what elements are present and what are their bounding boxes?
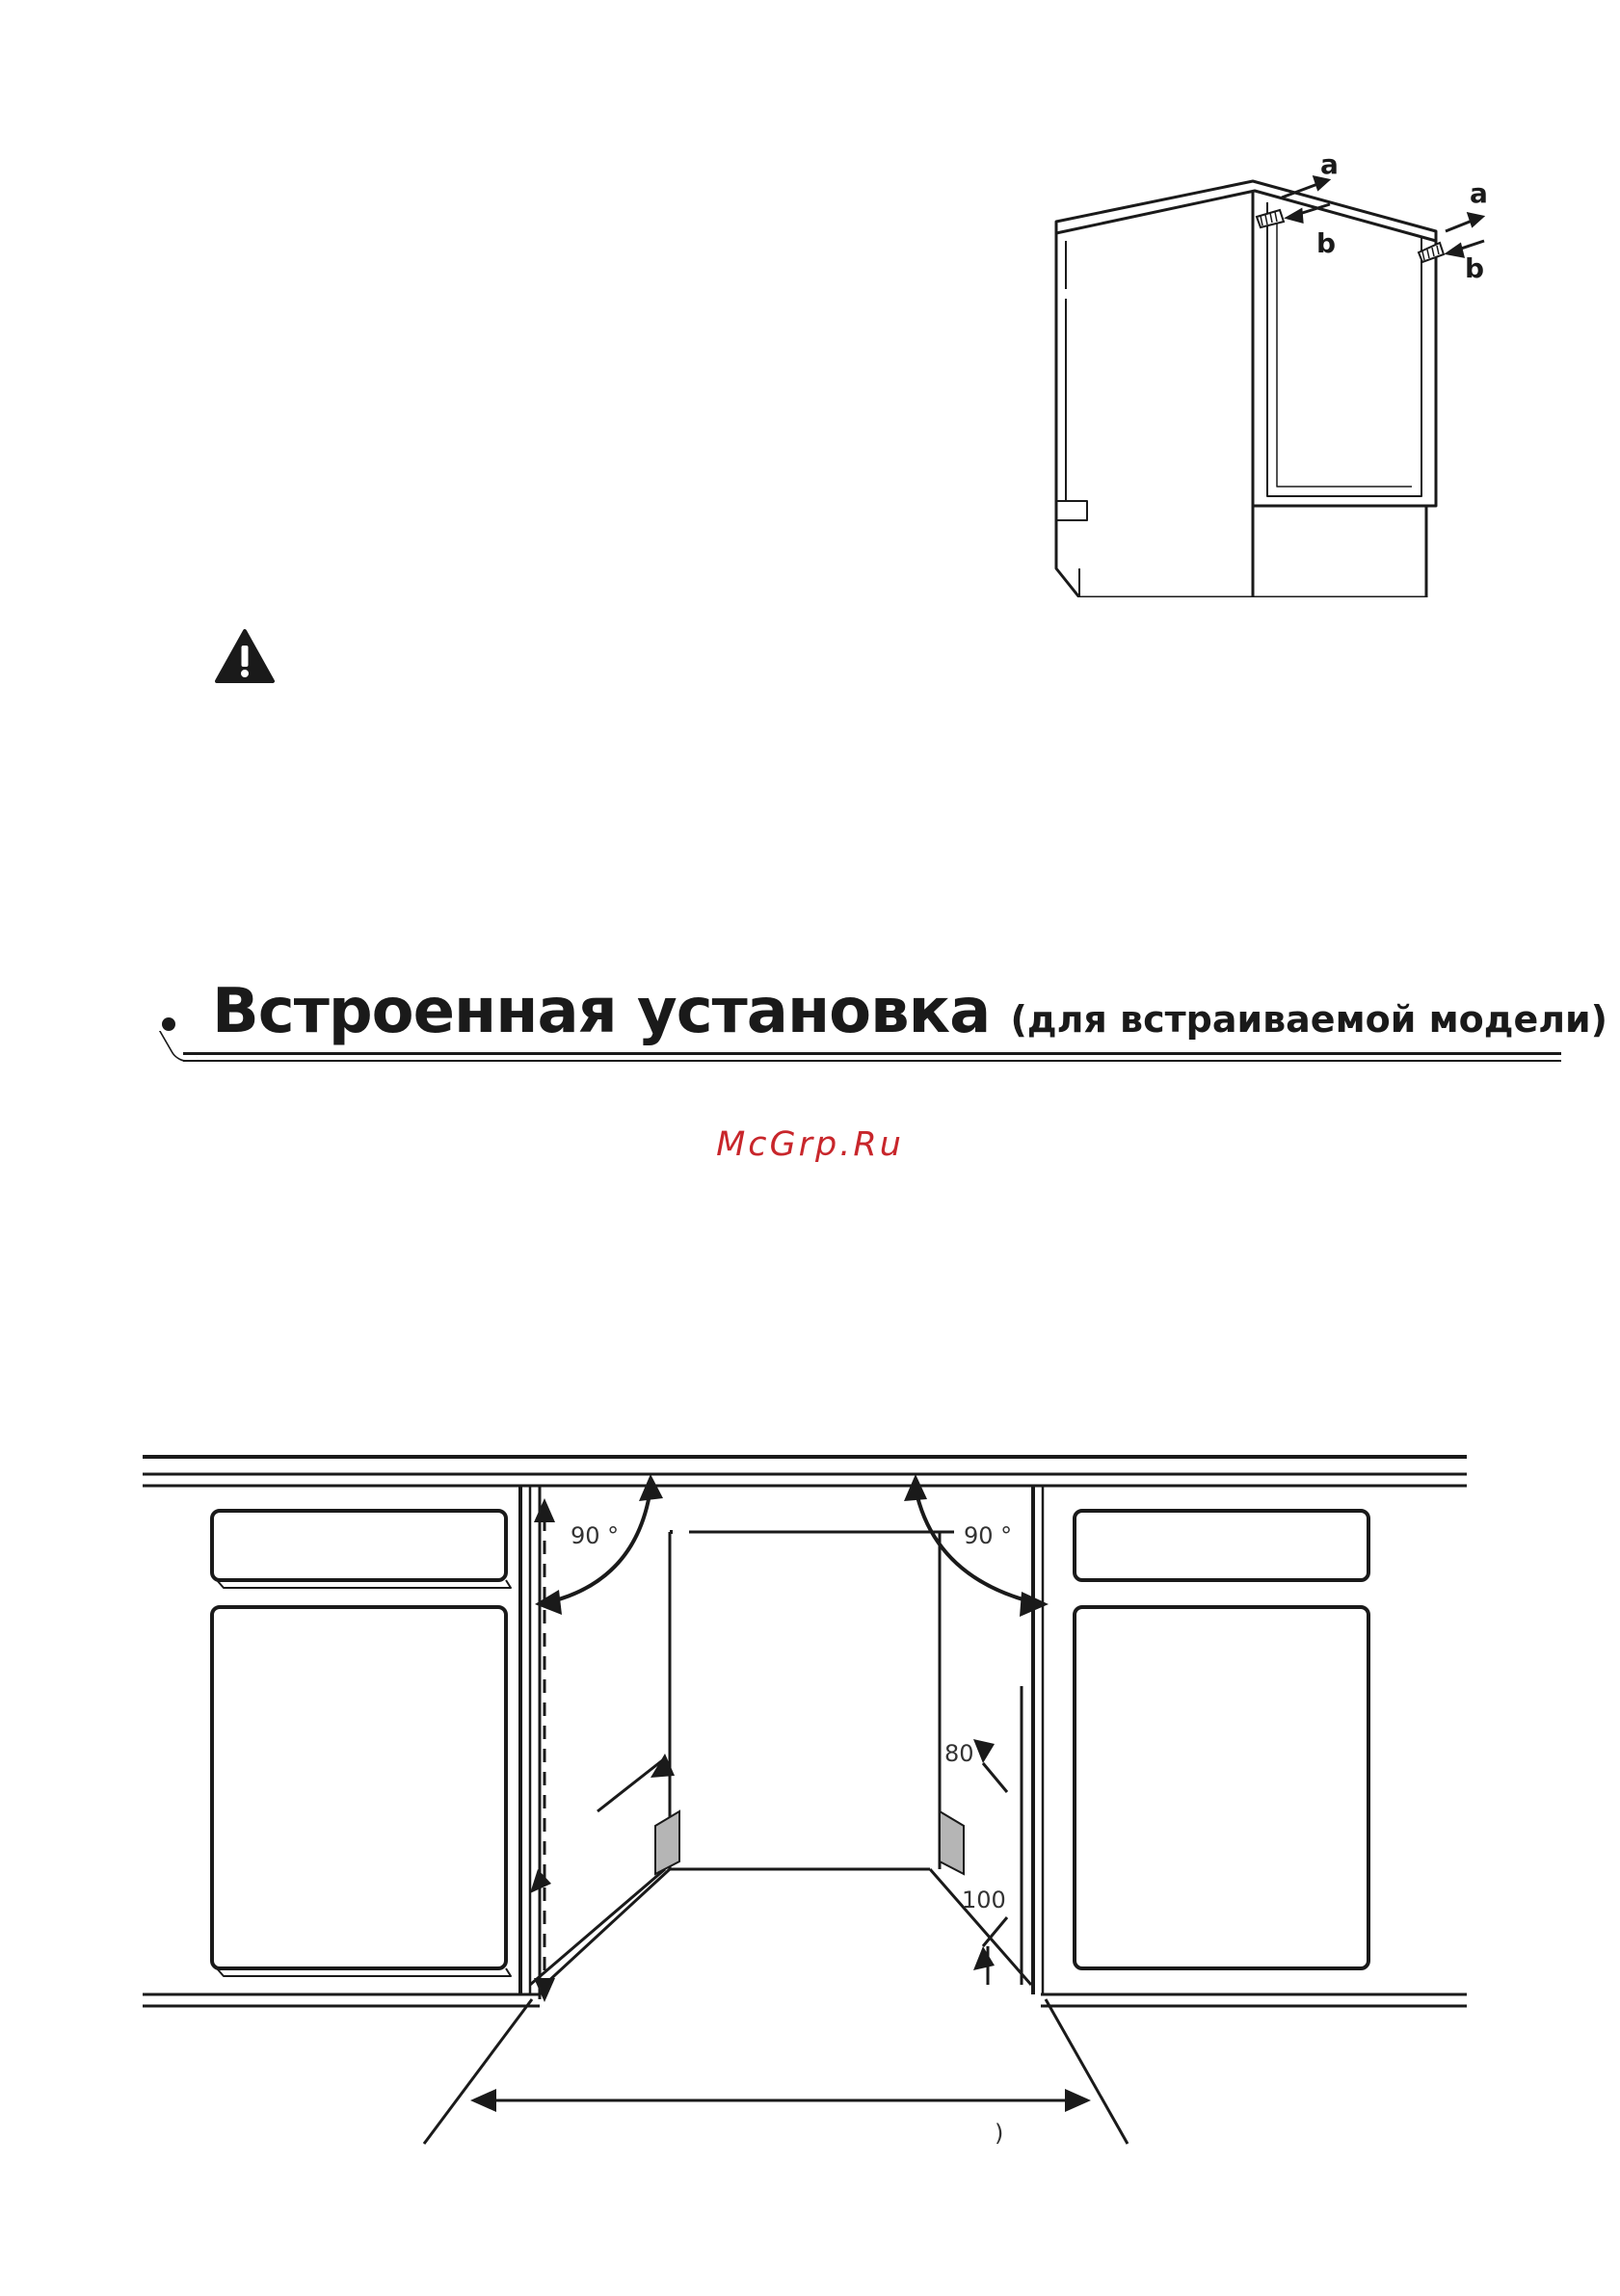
heading-hook <box>159 1031 199 1062</box>
section-heading <box>154 973 1608 1069</box>
label-a-left: a <box>1320 148 1339 180</box>
heading-rule <box>183 1052 1561 1055</box>
angle-label-left: 90 ° <box>571 1522 620 1549</box>
worktop-outline <box>1056 181 1436 241</box>
bracket-mark: ) <box>995 2120 1004 2147</box>
label-a-right: a <box>1470 177 1488 209</box>
cabinet-screw-diagram <box>1041 145 1503 597</box>
section-title: Встроенная установка <box>212 976 991 1047</box>
front-left-panel <box>1056 191 1253 597</box>
left-drawer <box>212 1511 506 1580</box>
right-drawer <box>1075 1511 1368 1580</box>
warning-triangle-icon <box>214 628 276 684</box>
dimension-80: 80 <box>944 1740 974 1767</box>
heading-bullet <box>162 1017 175 1031</box>
label-b-left: b <box>1316 227 1337 259</box>
angle-label-right: 90 ° <box>964 1522 1013 1549</box>
label-b-right: b <box>1465 252 1485 284</box>
left-door <box>212 1607 506 1968</box>
heading-rule-thin <box>183 1060 1561 1062</box>
built-in-niche-diagram <box>135 1445 1484 2149</box>
watermark: McGrp.Ru <box>716 1125 904 1164</box>
dimension-100: 100 <box>962 1887 1006 1913</box>
right-door <box>1075 1607 1368 1968</box>
section-subtitle: (для встраиваемой модели) <box>1010 998 1608 1041</box>
